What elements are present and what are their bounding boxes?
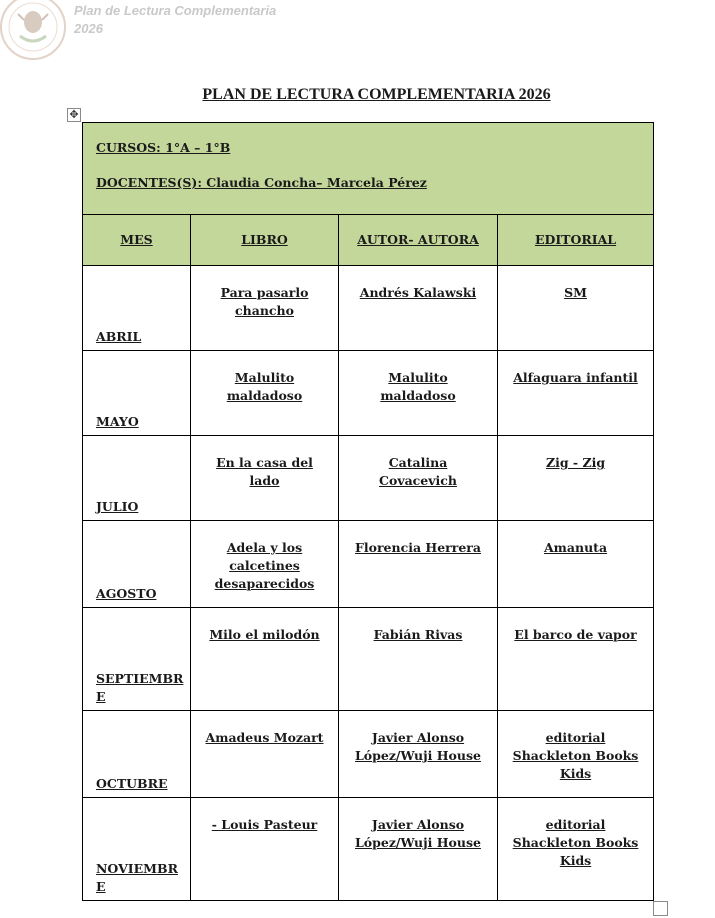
column-header-editorial: EDITORIAL (498, 215, 654, 266)
document-title: PLAN DE LECTURA COMPLEMENTARIA 2026 (202, 86, 551, 103)
cell-libro: Adela y los calcetines desaparecidos (191, 521, 339, 608)
cell-autor: Javier Alonso López/Wuji House (339, 711, 498, 798)
column-header-autor: AUTOR- AUTORA (339, 215, 498, 266)
cell-autor: Florencia Herrera (339, 521, 498, 608)
table-resize-handle[interactable] (653, 901, 668, 916)
cell-libro: - Louis Pasteur (191, 798, 339, 901)
cell-editorial: El barco de vapor (498, 608, 654, 711)
table-row (83, 436, 654, 521)
cell-editorial: editorial Shackleton Books Kids (498, 711, 654, 798)
coat-of-arms-logo (0, 0, 68, 62)
cell-editorial: editorial Shackleton Books Kids (498, 798, 654, 901)
table-row (83, 351, 654, 436)
reading-plan-table (82, 122, 654, 901)
column-header-mes: MES (83, 215, 191, 266)
info-row (83, 123, 654, 215)
table-row (83, 521, 654, 608)
cell-libro: Malulito maldadoso (191, 351, 339, 436)
document-header (74, 2, 276, 38)
docentes-label: DOCENTES(S): Claudia Concha– Marcela Pérez (96, 175, 427, 190)
table-move-handle-icon[interactable]: ✥ (67, 108, 81, 122)
cell-libro: Para pasarlo chancho (191, 266, 339, 351)
cursos-label: CURSOS: 1°A – 1°B (96, 140, 231, 155)
cell-editorial: Amanuta (498, 521, 654, 608)
table-row (83, 266, 654, 351)
table-row (83, 608, 654, 711)
cell-mes: NOVIEMBRE (83, 798, 191, 901)
cell-autor: Javier Alonso López/Wuji House (339, 798, 498, 901)
cell-autor: Fabián Rivas (339, 608, 498, 711)
cell-libro: Amadeus Mozart (191, 711, 339, 798)
cell-mes: AGOSTO (83, 521, 191, 608)
cell-editorial: Zig - Zig (498, 436, 654, 521)
info-cell (83, 123, 654, 215)
cell-mes: OCTUBRE (83, 711, 191, 798)
header-row (83, 215, 654, 266)
cell-mes: MAYO (83, 351, 191, 436)
cell-mes: ABRIL (83, 266, 191, 351)
table-row (83, 798, 654, 901)
cell-libro: En la casa del lado (191, 436, 339, 521)
cell-editorial: Alfaguara infantil (498, 351, 654, 436)
cell-mes: SEPTIEMBRE (83, 608, 191, 711)
table-row (83, 711, 654, 798)
header-line-2: 2026 (74, 21, 103, 36)
cell-autor: Malulito maldadoso (339, 351, 498, 436)
cell-autor: Catalina Covacevich (339, 436, 498, 521)
cell-autor: Andrés Kalawski (339, 266, 498, 351)
cell-libro: Milo el milodón (191, 608, 339, 711)
header-line-1: Plan de Lectura Complementaria (74, 3, 277, 18)
column-header-libro: LIBRO (191, 215, 339, 266)
cell-editorial: SM (498, 266, 654, 351)
cell-mes: JULIO (83, 436, 191, 521)
